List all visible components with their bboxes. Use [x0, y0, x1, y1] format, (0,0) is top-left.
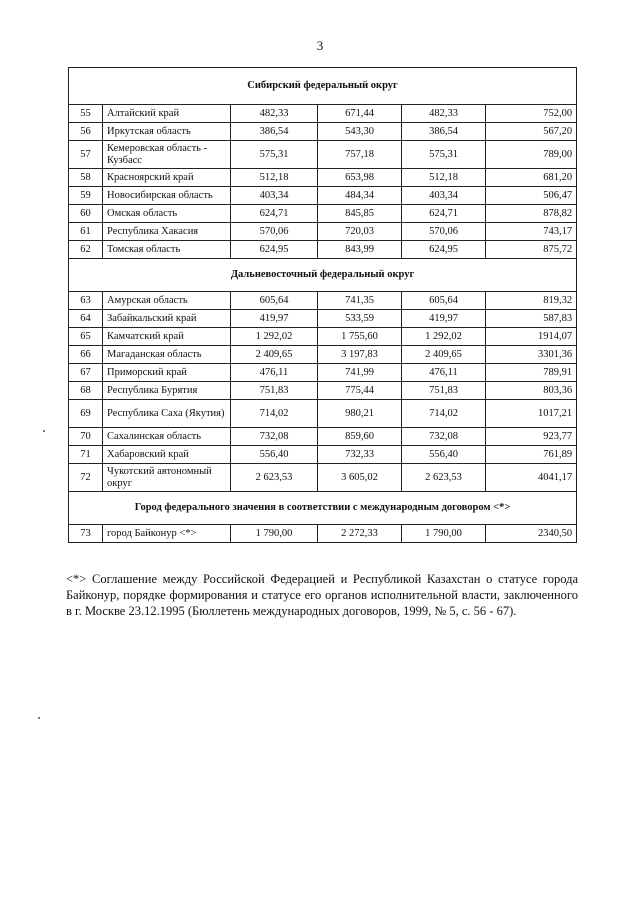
- region-name: Сахалинская область: [103, 428, 231, 446]
- row-number: 72: [69, 464, 103, 492]
- region-name: Красноярский край: [103, 169, 231, 187]
- value-4: 587,83: [486, 310, 577, 328]
- value-2: 3 605,02: [318, 464, 402, 492]
- value-4: 4041,17: [486, 464, 577, 492]
- table-row: [69, 223, 577, 241]
- value-3: 403,34: [402, 187, 486, 205]
- value-3: 476,11: [402, 364, 486, 382]
- value-1: 1 292,02: [231, 328, 318, 346]
- value-1: 605,64: [231, 292, 318, 310]
- value-3: 556,40: [402, 446, 486, 464]
- section-header-row: [69, 259, 577, 292]
- row-number: 64: [69, 310, 103, 328]
- value-3: 1 292,02: [402, 328, 486, 346]
- row-number: 73: [69, 525, 103, 543]
- value-4: 1914,07: [486, 328, 577, 346]
- scan-speck: [43, 430, 45, 432]
- row-number: 69: [69, 400, 103, 428]
- section-title: Дальневосточный федеральный округ: [69, 259, 577, 292]
- table-row: [69, 328, 577, 346]
- value-4: 789,91: [486, 364, 577, 382]
- value-1: 476,11: [231, 364, 318, 382]
- value-1: 512,18: [231, 169, 318, 187]
- region-name: Забайкальский край: [103, 310, 231, 328]
- value-2: 775,44: [318, 382, 402, 400]
- region-name: Новосибирская область: [103, 187, 231, 205]
- value-3: 2 409,65: [402, 346, 486, 364]
- row-number: 62: [69, 241, 103, 259]
- row-number: 59: [69, 187, 103, 205]
- value-3: 570,06: [402, 223, 486, 241]
- value-4: 878,82: [486, 205, 577, 223]
- row-number: 56: [69, 123, 103, 141]
- value-1: 556,40: [231, 446, 318, 464]
- value-2: 484,34: [318, 187, 402, 205]
- value-1: 624,71: [231, 205, 318, 223]
- value-2: 741,35: [318, 292, 402, 310]
- table-row: [69, 525, 577, 543]
- value-2: 980,21: [318, 400, 402, 428]
- row-number: 68: [69, 382, 103, 400]
- table-row: [69, 292, 577, 310]
- value-2: 720,03: [318, 223, 402, 241]
- value-2: 732,33: [318, 446, 402, 464]
- table-row: [69, 464, 577, 492]
- tariff-table: [68, 67, 577, 543]
- table-row: [69, 169, 577, 187]
- table-row: [69, 241, 577, 259]
- value-1: 751,83: [231, 382, 318, 400]
- table-row: [69, 428, 577, 446]
- row-number: 70: [69, 428, 103, 446]
- value-2: 843,99: [318, 241, 402, 259]
- value-4: 819,32: [486, 292, 577, 310]
- value-3: 386,54: [402, 123, 486, 141]
- value-4: 506,47: [486, 187, 577, 205]
- row-number: 60: [69, 205, 103, 223]
- region-name: Алтайский край: [103, 105, 231, 123]
- row-number: 66: [69, 346, 103, 364]
- value-3: 1 790,00: [402, 525, 486, 543]
- value-4: 2340,50: [486, 525, 577, 543]
- value-1: 386,54: [231, 123, 318, 141]
- section-header-row: [69, 492, 577, 525]
- region-name: Хабаровский край: [103, 446, 231, 464]
- row-number: 61: [69, 223, 103, 241]
- row-number: 71: [69, 446, 103, 464]
- value-3: 512,18: [402, 169, 486, 187]
- region-name: Республика Хакасия: [103, 223, 231, 241]
- row-number: 57: [69, 141, 103, 169]
- section-title: Город федерального значения в соответствии с международным договором <*>: [69, 492, 577, 525]
- table-row: [69, 446, 577, 464]
- value-1: 714,02: [231, 400, 318, 428]
- value-3: 624,71: [402, 205, 486, 223]
- value-2: 845,85: [318, 205, 402, 223]
- scan-speck: [38, 717, 40, 719]
- table-row: [69, 105, 577, 123]
- value-4: 1017,21: [486, 400, 577, 428]
- value-3: 2 623,53: [402, 464, 486, 492]
- value-3: 605,64: [402, 292, 486, 310]
- value-3: 575,31: [402, 141, 486, 169]
- region-name: Чукотский автономный округ: [103, 464, 231, 492]
- table-row: [69, 400, 577, 428]
- footnote: <*> Соглашение между Российской Федерацией и Республикой Казахстан о статусе города Байконур, порядке формирования и статусе его органов исполнительной власти, заключенного в г. Москве 23.12.1995 (Бюллетень международных договоров, 1999, № 5, с. 56 - 67).: [66, 572, 578, 618]
- row-number: 65: [69, 328, 103, 346]
- region-name: Магаданская область: [103, 346, 231, 364]
- value-1: 403,34: [231, 187, 318, 205]
- table-row: [69, 382, 577, 400]
- value-2: 3 197,83: [318, 346, 402, 364]
- value-3: 714,02: [402, 400, 486, 428]
- page-number: 3: [316, 38, 324, 53]
- value-3: 482,33: [402, 105, 486, 123]
- region-name: Республика Бурятия: [103, 382, 231, 400]
- row-number: 63: [69, 292, 103, 310]
- value-1: 482,33: [231, 105, 318, 123]
- region-name: Камчатский край: [103, 328, 231, 346]
- table-row: [69, 187, 577, 205]
- table-row: [69, 141, 577, 169]
- value-2: 741,99: [318, 364, 402, 382]
- value-2: 671,44: [318, 105, 402, 123]
- region-name: Амурская область: [103, 292, 231, 310]
- value-3: 732,08: [402, 428, 486, 446]
- value-2: 757,18: [318, 141, 402, 169]
- value-4: 761,89: [486, 446, 577, 464]
- value-1: 624,95: [231, 241, 318, 259]
- value-4: 567,20: [486, 123, 577, 141]
- value-4: 789,00: [486, 141, 577, 169]
- value-1: 2 623,53: [231, 464, 318, 492]
- value-2: 653,98: [318, 169, 402, 187]
- region-name: город Байконур <*>: [103, 525, 231, 543]
- region-name: Томская область: [103, 241, 231, 259]
- value-1: 2 409,65: [231, 346, 318, 364]
- value-4: 743,17: [486, 223, 577, 241]
- section-header-row: [69, 68, 577, 105]
- region-name: Иркутская область: [103, 123, 231, 141]
- value-4: 875,72: [486, 241, 577, 259]
- value-4: 752,00: [486, 105, 577, 123]
- value-1: 1 790,00: [231, 525, 318, 543]
- region-name: Омская область: [103, 205, 231, 223]
- value-3: 624,95: [402, 241, 486, 259]
- value-4: 681,20: [486, 169, 577, 187]
- value-2: 859,60: [318, 428, 402, 446]
- value-4: 3301,36: [486, 346, 577, 364]
- value-2: 533,59: [318, 310, 402, 328]
- value-4: 923,77: [486, 428, 577, 446]
- value-3: 751,83: [402, 382, 486, 400]
- value-4: 803,36: [486, 382, 577, 400]
- region-name: Республика Саха (Якутия): [103, 400, 231, 428]
- value-1: 419,97: [231, 310, 318, 328]
- value-2: 2 272,33: [318, 525, 402, 543]
- value-2: 1 755,60: [318, 328, 402, 346]
- value-3: 419,97: [402, 310, 486, 328]
- table-row: [69, 346, 577, 364]
- table-row: [69, 205, 577, 223]
- value-1: 575,31: [231, 141, 318, 169]
- row-number: 67: [69, 364, 103, 382]
- region-name: Кемеровская область - Кузбасс: [103, 141, 231, 169]
- table-row: [69, 364, 577, 382]
- region-name: Приморский край: [103, 364, 231, 382]
- table-row: [69, 123, 577, 141]
- row-number: 58: [69, 169, 103, 187]
- section-title: Сибирский федеральный округ: [69, 68, 577, 105]
- table-row: [69, 310, 577, 328]
- value-1: 732,08: [231, 428, 318, 446]
- value-1: 570,06: [231, 223, 318, 241]
- row-number: 55: [69, 105, 103, 123]
- value-2: 543,30: [318, 123, 402, 141]
